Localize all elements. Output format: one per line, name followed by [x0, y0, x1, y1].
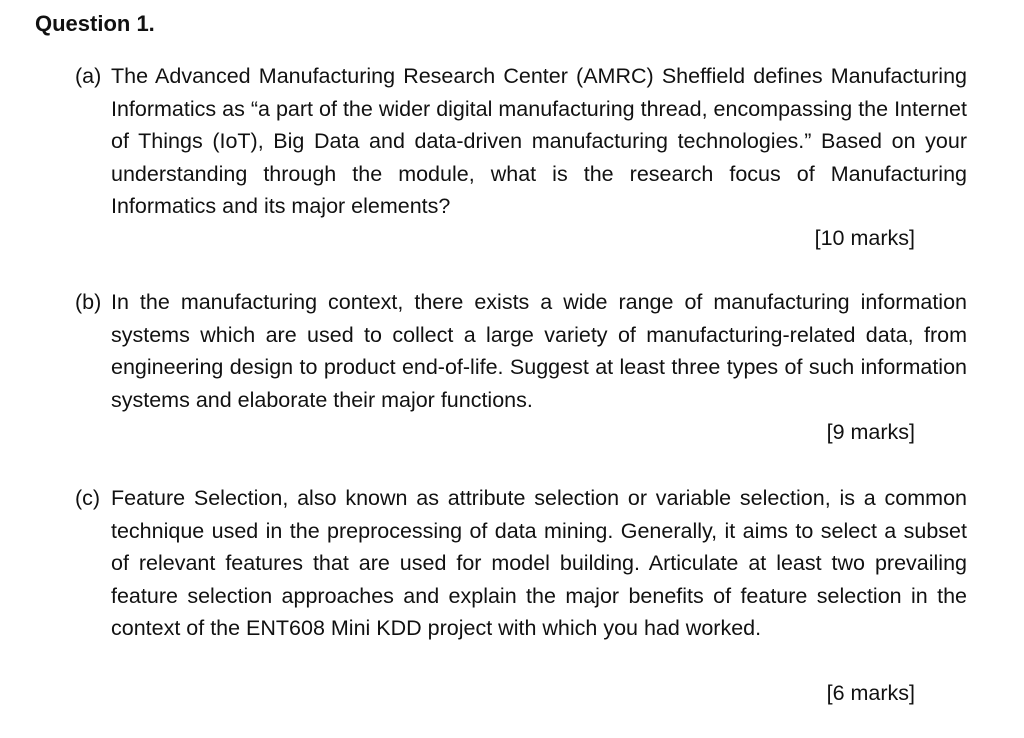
- marks-allocation: [9 marks]: [826, 420, 915, 444]
- part-text: Feature Selection, also known as attribute selection or variable selection, is a common technique used in the preprocessing of data mining. Generally, it aims to select a subset of relevant features that are used for model building. Articulate at least two prevailing feature selection approaches and explain the major benefits of feature selection in the context of the ENT608 Mini KDD project with which you had worked.: [111, 486, 967, 640]
- part-text: In the manufacturing context, there exists a wide range of manufacturing information systems which are used to collect a large variety of manufacturing-related data, from engineering design to product end-of-life. Suggest at least three types of such information systems and elaborate their major functions.: [111, 290, 967, 412]
- marks-allocation: [6 marks]: [826, 681, 915, 705]
- marks-allocation: [10 marks]: [814, 226, 915, 250]
- part-text: The Advanced Manufacturing Research Center (AMRC) Sheffield defines Manufacturing Informatics as “a part of the wider digital manufacturing thread, encompassing the Internet of Things (IoT), Big Data and data-driven manufacturing technologies.” Based on your understanding through the module, what is the research focus of Manufacturing Informatics and its major elements?: [111, 64, 967, 218]
- part-label: (a): [75, 64, 102, 88]
- part-label: (c): [75, 486, 101, 510]
- part-label: (b): [75, 290, 102, 314]
- question-title: Question 1.: [35, 11, 155, 36]
